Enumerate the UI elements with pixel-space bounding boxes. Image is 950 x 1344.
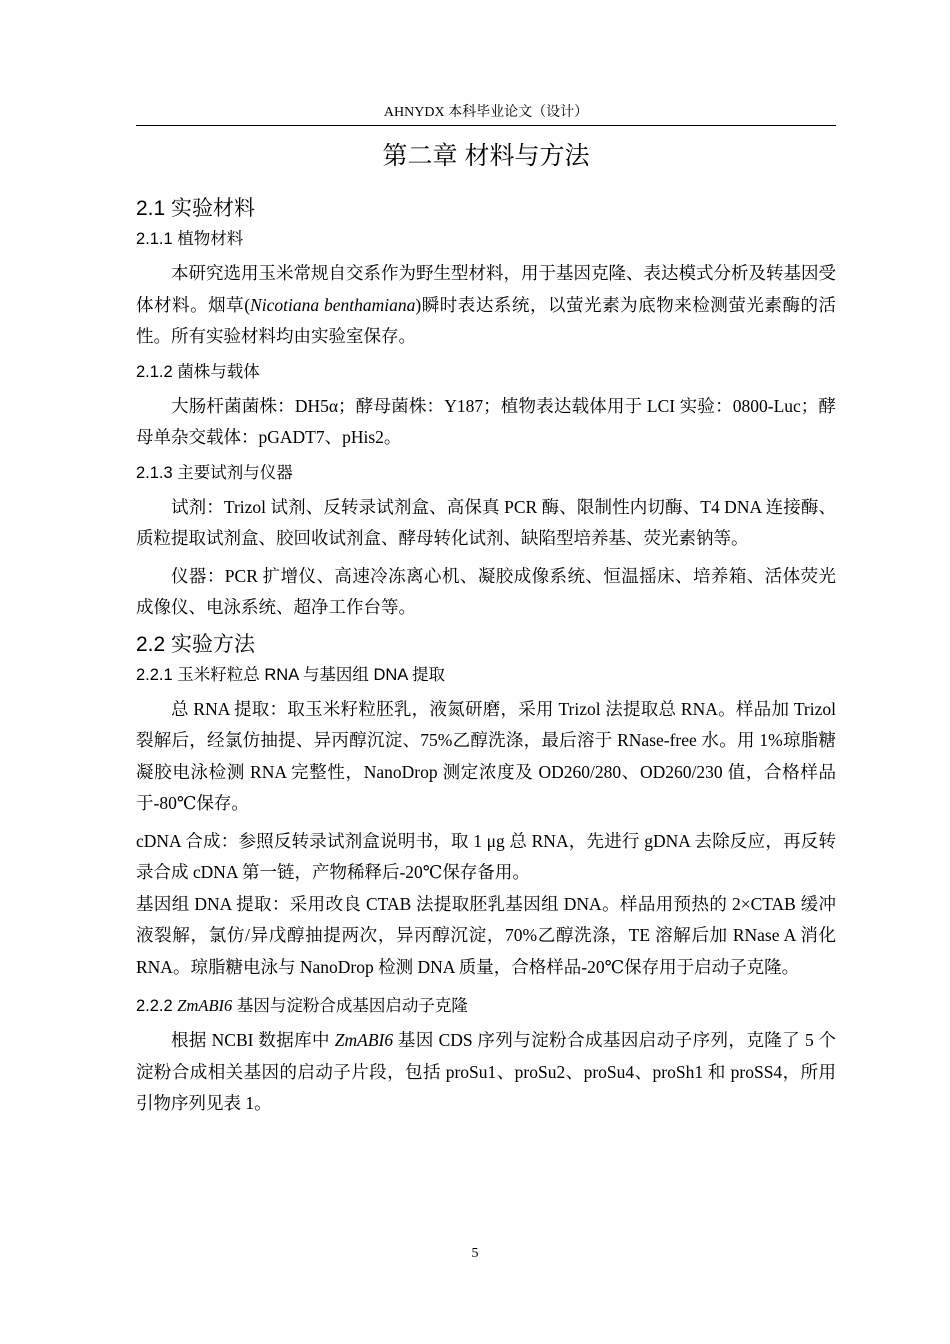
gene-name: ZmABI6	[334, 1030, 394, 1050]
heading-number: 2.2.2	[136, 997, 178, 1015]
paragraph-text: 基因 CDS 序列与淀粉合成基因启动子序列，克隆了 5 个淀粉合成相关基因的启动子片段，包括 proSu1、proSu2、proSu4、proSh1 和 proSS4，所用引物序列见表 1。	[136, 1030, 836, 1113]
page-number: 5	[471, 1246, 479, 1261]
subsection-heading-2-1-1: 2.1.1 植物材料	[136, 230, 244, 248]
chapter-title: 第二章 材料与方法	[382, 142, 590, 170]
subsection-heading-2-1-3: 2.1.3 主要试剂与仪器	[136, 463, 293, 482]
paragraph-strains-vectors: 大肠杆菌菌株：DH5α；酵母菌株：Y187；植物表达载体用于 LCI 实验：0800-Luc；酵母单杂交载体：pGADT7、pHis2。	[136, 395, 836, 447]
paragraph-text: 本研究选用玉米常规自交系作为野生型材料，用于基因克隆、表达模式分析及转基因受体材料。烟草(	[136, 263, 836, 315]
section-heading-2-2: 2.2 实验方法	[136, 632, 256, 656]
paragraph-cdna-synthesis: cDNA 合成：参照反转录试剂盒说明书，取 1 μg 总 RNA，先进行 gDNA 去除反应，再反转录合成 cDNA 第一链，产物稀释后-20℃保存备用。	[136, 830, 836, 882]
paragraph-rna-extraction: 总 RNA 提取：取玉米籽粒胚乳，液氮研磨，采用 Trizol 法提取总 RNA。样品加 Trizol 裂解后，经氯仿抽提、异丙醇沉淀、75%乙醇洗涤，最后溶于 RNase-free 水。用 1%琼脂糖凝胶电泳检测 RNA 完整性，NanoDrop 测定浓度及 OD260/280、OD260/230 值，合格样品于-80℃保存。	[136, 698, 836, 813]
species-name: Nicotiana benthamiana	[250, 294, 416, 315]
subsection-heading-2-2-1: 2.2.1 玉米籽粒总 RNA 与基因组 DNA 提取	[136, 665, 445, 684]
paragraph-text: )瞬时表达系统，以萤光素为底物来检测萤光素酶的活性。所有实验材料均由实验室保存。	[136, 294, 837, 346]
running-header: AHNYDX 本科毕业论文（设计）	[383, 105, 589, 120]
gene-name: ZmABI6	[177, 996, 233, 1015]
page-body	[136, 132, 836, 1126]
subsection-heading-2-1-2: 2.1.2 菌株与载体	[136, 362, 260, 381]
paragraph-text: 根据 NCBI 数据库中	[171, 1030, 335, 1050]
paragraph-plant-materials	[136, 258, 836, 353]
paragraph-instruments: 仪器：PCR 扩增仪、高速冷冻离心机、凝胶成像系统、恒温摇床、培养箱、活体荧光成像仪、电泳系统、超净工作台等。	[136, 565, 836, 617]
paragraph-promoter-cloning	[136, 1025, 836, 1120]
section-heading-2-1: 2.1 实验材料	[136, 197, 256, 220]
paragraph-dna-extraction: 基因组 DNA 提取：采用改良 CTAB 法提取胚乳基因组 DNA。样品用预热的 2×CTAB 缓冲液裂解，氯仿/异戊醇抽提两次，异丙醇沉淀，70%乙醇洗涤，TE 溶解后加 RNase A 消化 RNA。琼脂糖电泳与 NanoDrop 检测 DNA 质量，合格样品-20℃保存用于启动子克隆。	[136, 893, 836, 977]
heading-text: 基因与淀粉合成基因启动子克隆	[232, 997, 468, 1015]
paragraph-reagents: 试剂：Trizol 试剂、反转录试剂盒、高保真 PCR 酶、限制性内切酶、T4 DNA 连接酶、质粒提取试剂盒、胶回收试剂盒、酵母转化试剂、缺陷型培养基、荧光素钠等。	[136, 496, 836, 548]
header-divider	[136, 125, 836, 126]
subsection-heading-2-2-2	[136, 993, 836, 1019]
